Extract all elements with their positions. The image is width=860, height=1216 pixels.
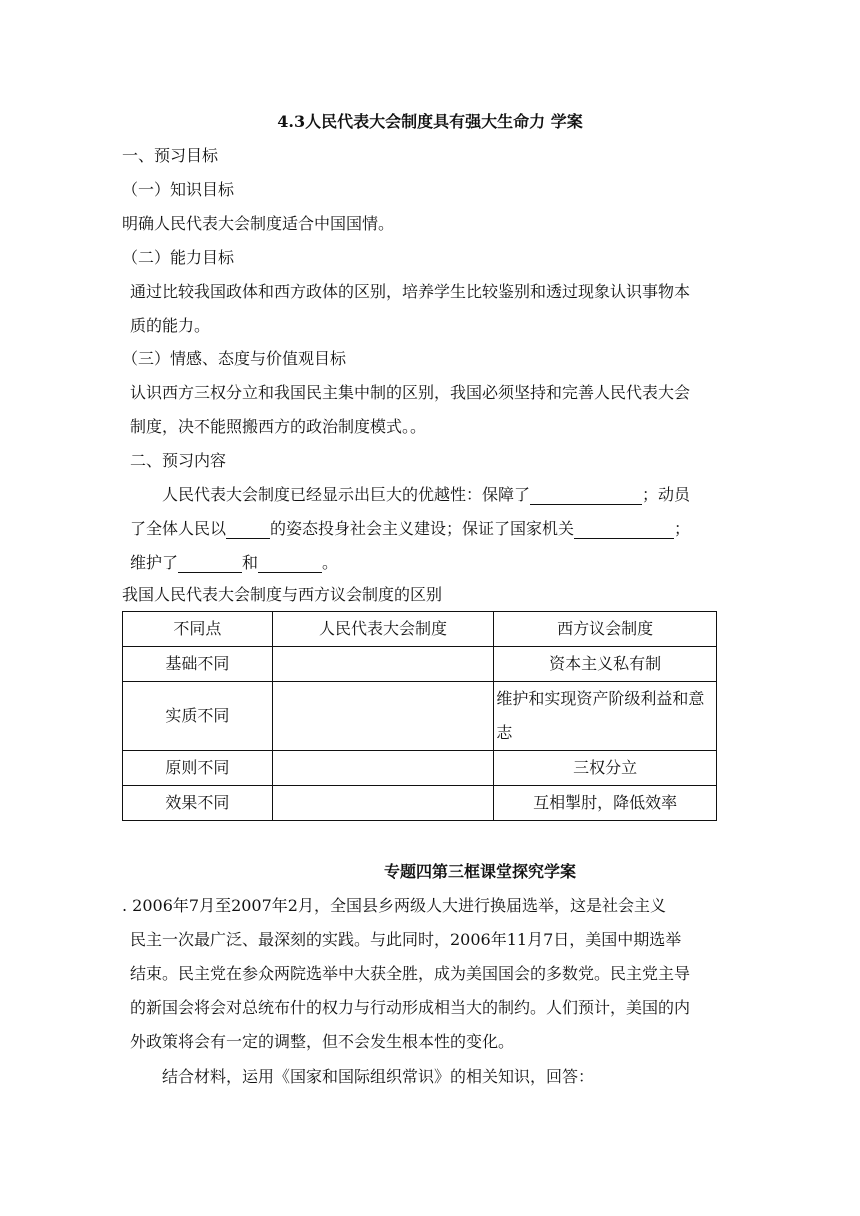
table-cell-npc[interactable] xyxy=(272,647,494,682)
table-row-label: 实质不同 xyxy=(123,682,273,751)
table-header-row xyxy=(123,612,717,647)
fill-text: ； xyxy=(674,519,691,538)
subheading-knowledge-goal: （一）知识目标 xyxy=(122,180,235,199)
fill-text: 的姿态投身社会主义建设；保证了国家机关 xyxy=(270,519,575,538)
table-cell-npc[interactable] xyxy=(272,751,494,786)
table-cell-west: 三权分立 xyxy=(494,751,717,786)
table-header: 人民代表大会制度 xyxy=(272,612,494,647)
fill-text: 。 xyxy=(322,553,339,572)
section-heading-preview-content: 二、预习内容 xyxy=(130,451,227,470)
material-line-4: 的新国会将会对总统布什的权力与行动形成相当大的制约。人们预计，美国的内 xyxy=(130,998,691,1017)
fill-text: ；动员 xyxy=(642,485,691,504)
table-cell-west: 互相掣肘，降低效率 xyxy=(494,786,717,821)
question-prompt: 结合材料，运用《国家和国际组织常识》的相关知识，回答： xyxy=(162,1067,595,1086)
table-row xyxy=(123,751,717,786)
ability-goal-text-line1: 通过比较我国政体和西方政体的区别，培养学生比较鉴别和透过现象认识事物本 xyxy=(130,282,691,301)
table-row xyxy=(123,786,717,821)
subheading-ability-goal: （二）能力目标 xyxy=(122,248,235,267)
table-row-label: 效果不同 xyxy=(123,786,273,821)
values-goal-text-line2: 制度，决不能照搬西方的政治制度模式。。 xyxy=(130,417,427,436)
blank-field[interactable] xyxy=(258,554,322,573)
page-title: 4.3人民代表大会制度具有强大生命力 学案 xyxy=(277,112,583,131)
table-cell-west: 维护和实现资产阶级利益和意志 xyxy=(494,682,717,751)
table-header: 不同点 xyxy=(123,612,273,647)
table-caption: 我国人民代表大会制度与西方议会制度的区别 xyxy=(122,585,443,604)
comparison-table xyxy=(122,611,717,821)
material-line-1: . 2006年7月至2007年2月，全国县乡两级人大进行换届选举，这是社会主义 xyxy=(122,896,666,915)
blank-field[interactable] xyxy=(530,486,642,505)
knowledge-goal-text: 明确人民代表大会制度适合中国国情。 xyxy=(122,214,395,233)
fill-text: 和 xyxy=(242,553,259,572)
fill-in-line-2 xyxy=(130,519,730,539)
table-cell-west: 资本主义私有制 xyxy=(494,647,717,682)
material-line-5: 外政策将会有一定的调整，但不会发生根本性的变化。 xyxy=(130,1032,515,1051)
blank-field[interactable] xyxy=(178,554,242,573)
values-goal-text-line1: 认识西方三权分立和我国民主集中制的区别，我国必须坚持和完善人民代表大会 xyxy=(130,383,691,402)
fill-in-line-3 xyxy=(130,553,730,573)
table-row xyxy=(123,682,717,751)
table-cell-npc[interactable] xyxy=(272,786,494,821)
fill-text: 维护了 xyxy=(130,553,179,572)
material-line-3: 结束。民主党在参众两院选举中大获全胜，成为美国国会的多数党。民主党主导 xyxy=(130,964,691,983)
fill-text: 人民代表大会制度已经显示出巨大的优越性：保障了 xyxy=(162,485,531,504)
blank-field[interactable] xyxy=(574,520,674,539)
section-heading-preview-goals: 一、预习目标 xyxy=(122,146,219,165)
blank-field[interactable] xyxy=(226,520,270,539)
table-row xyxy=(123,647,717,682)
table-cell-npc[interactable] xyxy=(272,682,494,751)
fill-in-line-1 xyxy=(162,485,762,505)
ability-goal-text-line2: 质的能力。 xyxy=(130,316,211,335)
fill-text: 了全体人民以 xyxy=(130,519,227,538)
material-line-2: 民主一次最广泛、最深刻的实践。与此同时，2006年11月7日，美国中期选举 xyxy=(130,930,682,949)
table-row-label: 基础不同 xyxy=(123,647,273,682)
table-row-label: 原则不同 xyxy=(123,751,273,786)
table-header: 西方议会制度 xyxy=(494,612,717,647)
part2-title: 专题四第三框课堂探究学案 xyxy=(384,862,577,881)
subheading-values-goal: （三）情感、态度与价值观目标 xyxy=(122,349,347,368)
